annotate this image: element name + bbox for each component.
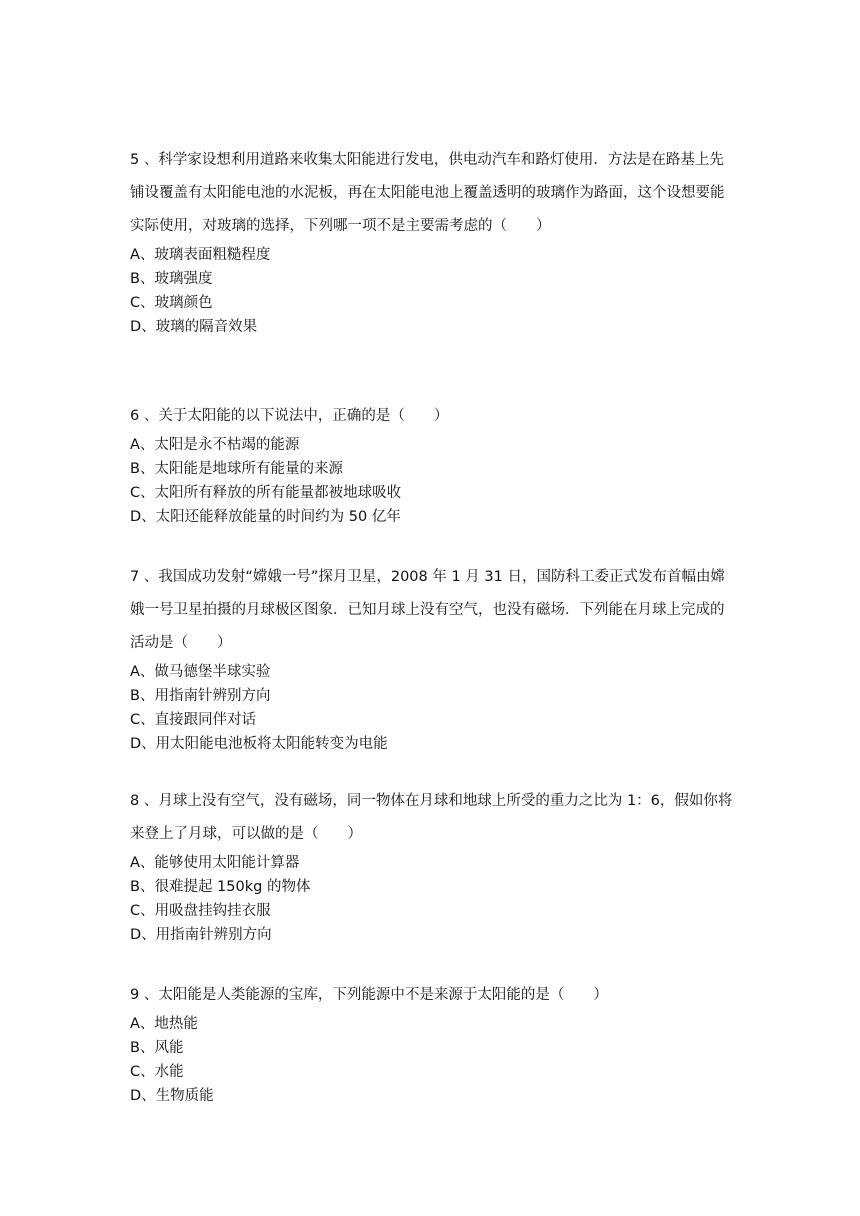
option-list xyxy=(130,433,735,529)
question-stem: 9 、太阳能是人类能源的宝库，下列能源中不是来源于太阳能的是（ ） xyxy=(130,987,608,1003)
question-stem: 8 、月球上没有空气，没有磁场，同一物体在月球和地球上所受的重力之比为 1：6，假如你将来登上了月球，可以做的是（ ） xyxy=(130,793,733,842)
option-c: C、玻璃颜色 xyxy=(130,295,213,311)
option-c: C、太阳所有释放的所有能量都被地球吸收 xyxy=(130,485,402,501)
question-stem: 7 、我国成功发射“嫦娥一号”探月卫星，2008 年 1 月 31 日，国防科工委正式发布首幅由嫦娥一号卫星拍摄的月球极区图象．已知月球上没有空气，也没有磁场．下列能在月球上完成的活动是（ ） xyxy=(130,569,725,651)
option-a: A、玻璃表面粗糙程度 xyxy=(130,247,271,263)
option-b: B、用指南针辨别方向 xyxy=(130,688,271,704)
question-6 xyxy=(130,400,735,529)
option-a: A、能够使用太阳能计算器 xyxy=(130,855,300,871)
option-list xyxy=(130,243,735,339)
option-b: B、风能 xyxy=(130,1040,184,1056)
option-b: B、玻璃强度 xyxy=(130,271,213,287)
option-list xyxy=(130,851,735,947)
question-5 xyxy=(130,144,735,339)
option-b: B、太阳能是地球所有能量的来源 xyxy=(130,461,343,477)
question-stem: 5 、科学家设想利用道路来收集太阳能进行发电，供电动汽车和路灯使用．方法是在路基上先铺设覆盖有太阳能电池的水泥板，再在太阳能电池上覆盖透明的玻璃作为路面，这个设想要能实际使用，对玻璃的选择，下列哪一项不是主要需考虑的（ ） xyxy=(130,152,725,234)
option-list xyxy=(130,660,735,756)
option-b: B、很难提起 150kg 的物体 xyxy=(130,879,311,895)
question-stem: 6 、关于太阳能的以下说法中，正确的是（ ） xyxy=(130,408,449,424)
question-8 xyxy=(130,785,735,947)
question-9 xyxy=(130,979,735,1108)
option-a: A、做马德堡半球实验 xyxy=(130,664,271,680)
option-d: D、生物质能 xyxy=(130,1088,214,1104)
option-c: C、用吸盘挂钩挂衣服 xyxy=(130,903,271,919)
option-d: D、太阳还能释放能量的时间约为 50 亿年 xyxy=(130,509,401,525)
option-d: D、玻璃的隔音效果 xyxy=(130,319,258,335)
option-a: A、太阳是永不枯竭的能源 xyxy=(130,437,300,453)
option-list xyxy=(130,1012,735,1108)
option-c: C、直接跟同伴对话 xyxy=(130,712,257,728)
option-d: D、用指南针辨别方向 xyxy=(130,927,272,943)
option-a: A、地热能 xyxy=(130,1016,198,1032)
question-7 xyxy=(130,561,735,756)
option-d: D、用太阳能电池板将太阳能转变为电能 xyxy=(130,736,388,752)
option-c: C、水能 xyxy=(130,1064,184,1080)
